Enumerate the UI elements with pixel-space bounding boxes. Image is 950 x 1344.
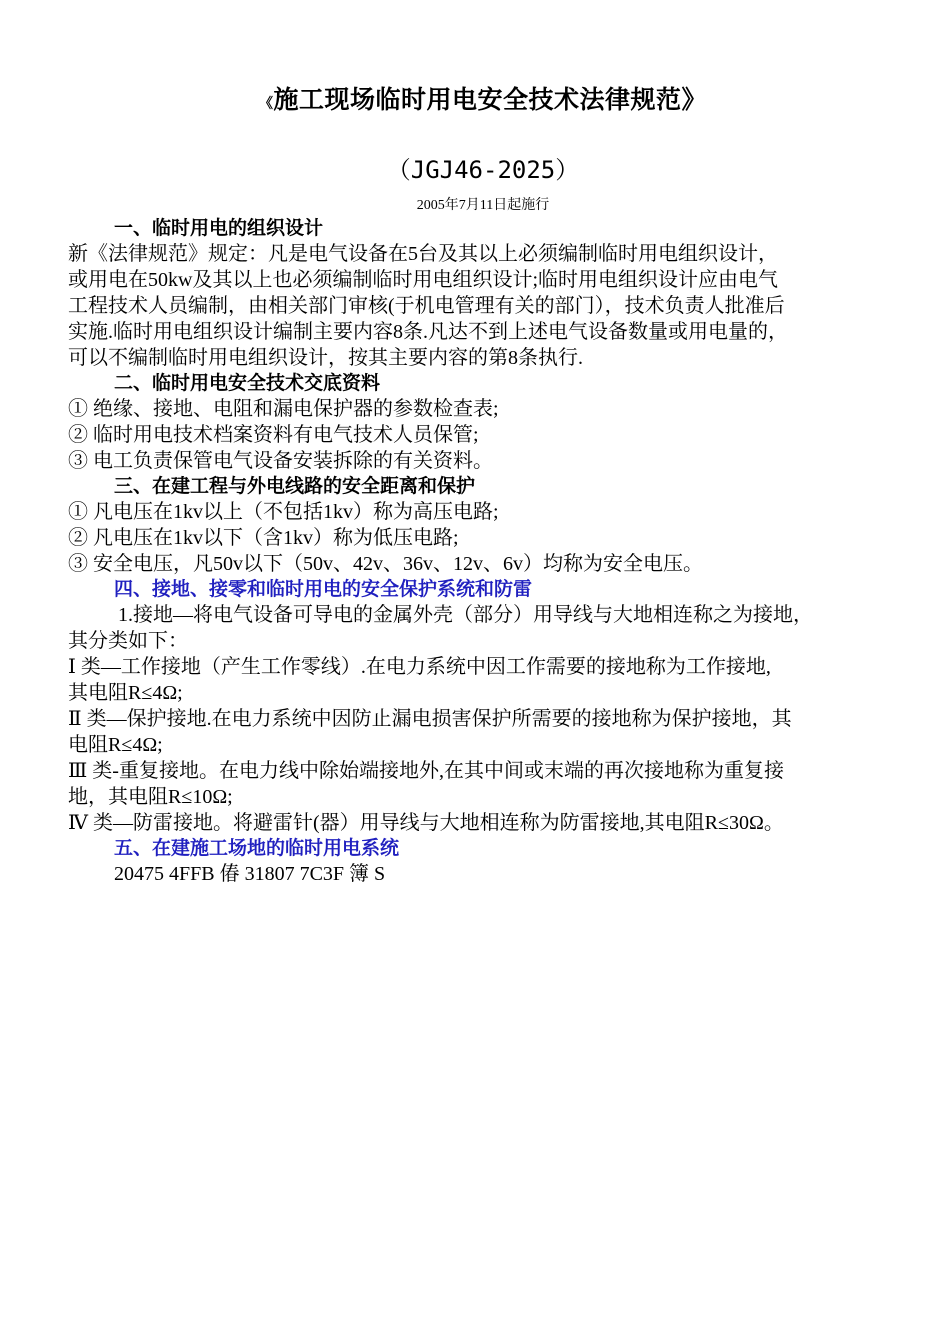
- list-item: ③ 安全电压，凡50v以下（50v、42v、36v、12v、6v）均称为安全电压。: [68, 553, 703, 575]
- section-2-list: [68, 396, 898, 474]
- document-title: [68, 80, 898, 124]
- title-text: 施工现场临时用电安全技术法律规范》: [273, 85, 707, 114]
- title-open-mark: 《: [258, 96, 274, 112]
- footer-code-line: 20475 4FFB 偆 31807 7C3F 簿 S: [114, 863, 386, 885]
- list-item: 其电阻R≤4Ω;: [68, 682, 183, 704]
- section-4-body: [68, 602, 898, 836]
- list-item: ② 临时用电技术档案资料有电气技术人员保管;: [68, 424, 479, 446]
- section-1-body: [68, 241, 898, 371]
- section-1-line: 工程技术人员编制，由相关部门审核(于机电管理有关的部门），技术负责人批准后: [68, 295, 785, 317]
- section-1-line: 实施.临时用电组织设计编制主要内容8条.凡达不到上述电气设备数量或用电量的，: [68, 321, 788, 343]
- document-page: [68, 80, 898, 887]
- section-4-intro-cont: 其分类如下：: [68, 630, 188, 652]
- section-1-line: 可以不编制临时用电组织设计，按其主要内容的第8条执行.: [68, 347, 583, 369]
- section-2-heading: 二、临时用电安全技术交底资料: [114, 372, 381, 394]
- section-1-heading: 一、临时用电的组织设计: [114, 217, 324, 239]
- section-3-list: [68, 499, 898, 577]
- list-item: 地，其电阻R≤10Ω;: [68, 786, 233, 808]
- list-item: ② 凡电压在1kv以下（含1kv）称为低压电路;: [68, 527, 459, 549]
- standard-code: （JGJ46-2025）: [386, 156, 580, 184]
- list-item: Ⅳ 类—防雷接地。将避雷针(器）用导线与大地相连称为防雷接地,其电阻R≤30Ω。: [68, 812, 784, 834]
- section-5-heading: 五、在建施工场地的临时用电系统: [114, 837, 400, 859]
- section-3-heading: 三、在建工程与外电线路的安全距离和保护: [114, 475, 476, 497]
- list-item: ③ 电工负责保管电气设备安装拆除的有关资料。: [68, 450, 493, 472]
- section-4-intro: 1.接地—将电气设备可导电的金属外壳（部分）用导线与大地相连称之为接地，: [118, 604, 813, 626]
- section-1-line: 或用电在50kw及其以上也必须编制临时用电组织设计;临时用电组织设计应由电气: [68, 269, 778, 291]
- section-4-heading: 四、接地、接零和临时用电的安全保护系统和防雷: [114, 578, 533, 600]
- effective-date: 2005年7月11日起施行: [416, 198, 550, 213]
- list-item: Ⅰ 类—工作接地（产生工作零线）.在电力系统中因工作需要的接地称为工作接地,: [68, 656, 771, 678]
- list-item: ① 凡电压在1kv以上（不包括1kv）称为高压电路;: [68, 501, 499, 523]
- list-item: Ⅲ 类-重复接地。在电力线中除始端接地外,在其中间或末端的再次接地称为重复接: [68, 760, 784, 782]
- list-item: Ⅱ 类—保护接地.在电力系统中因防止漏电损害保护所需要的接地称为保护接地，其: [68, 708, 792, 730]
- list-item: ① 绝缘、接地、电阻和漏电保护器的参数检查表;: [68, 398, 499, 420]
- section-1-line: 新《法律规范》规定：凡是电气设备在5台及其以上必须编制临时用电组织设计，: [68, 243, 778, 265]
- list-item: 电阻R≤4Ω;: [68, 734, 163, 756]
